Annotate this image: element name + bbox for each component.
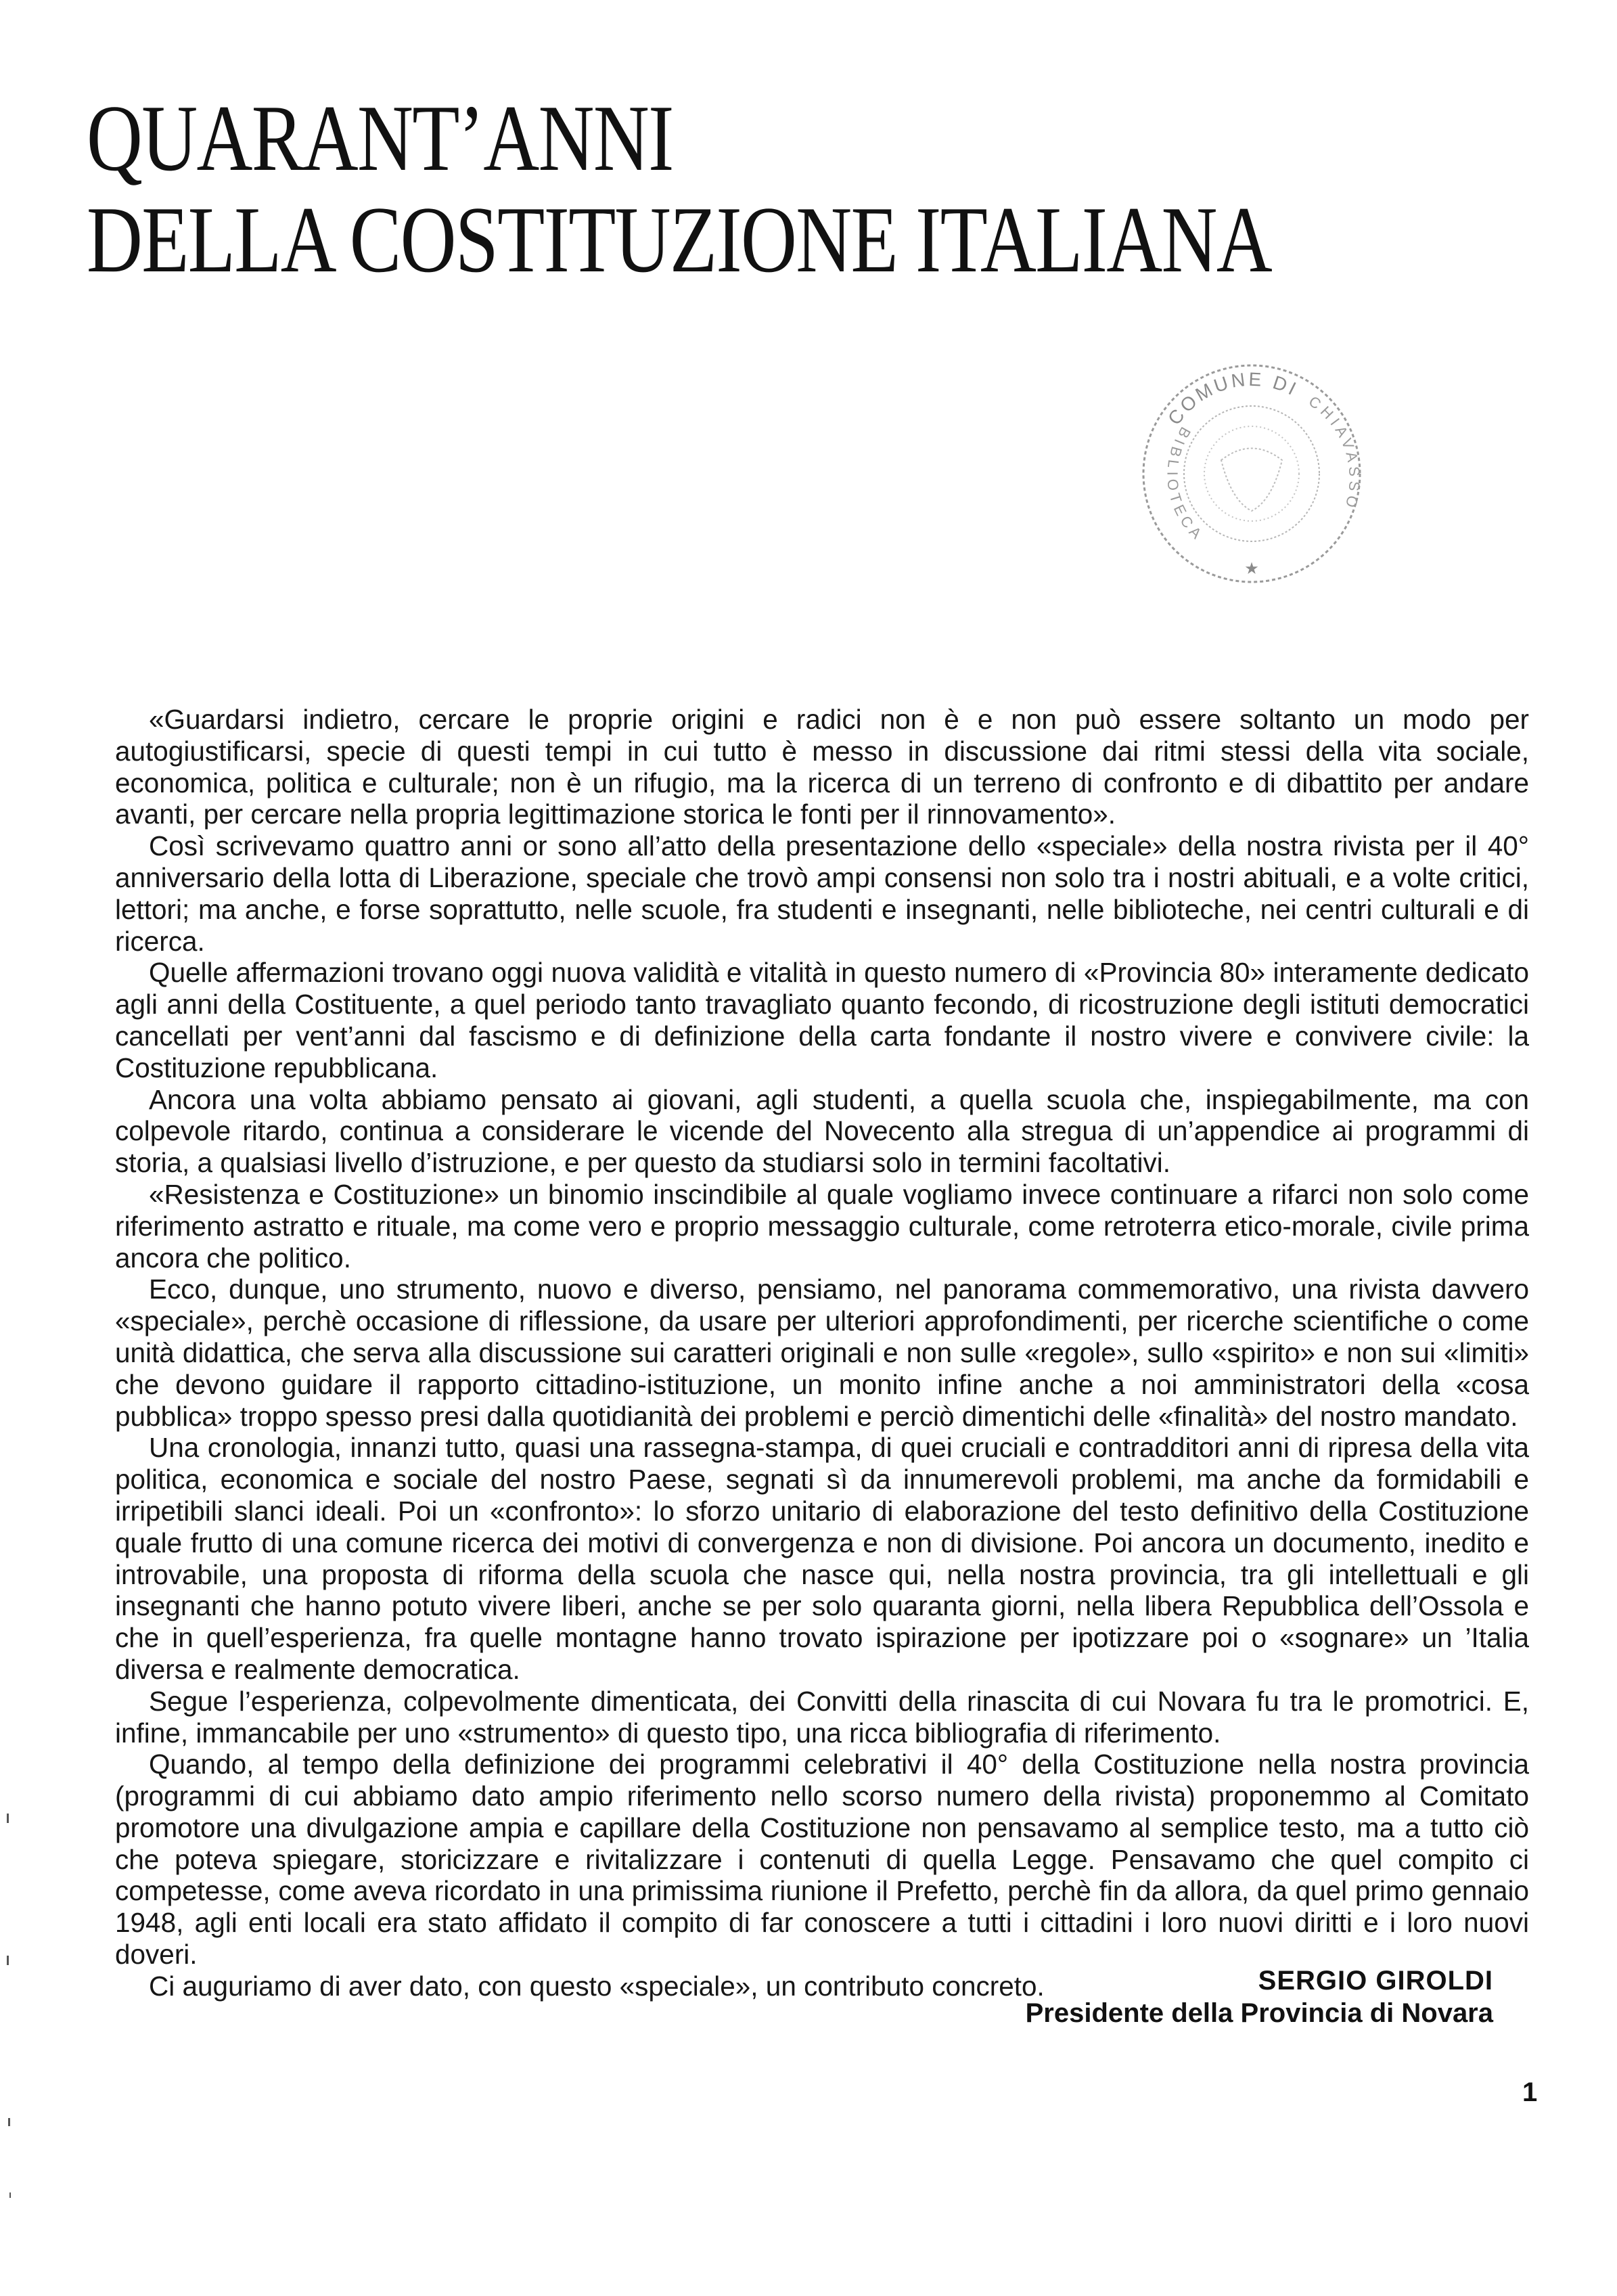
stamp-text-top: COMUNE DI [1164,368,1302,429]
page-title [87,88,1279,291]
paragraph: Ci auguriamo di aver dato, con questo «speciale», un contributo concreto. [149,1970,1045,2002]
signature-role: Presidente della Provincia di Novara [1025,1998,1493,2028]
paragraph: «Resistenza e Costituzione» un binomio inscindibile al quale vogliamo invece continuare a rifarci non solo come riferimento astratto e rituale, ma come vero e proprio messaggio culturale, come retroterra etico-morale, civile prima ancora che politico. [115,1178,1529,1274]
signature-name: SERGIO GIROLDI [1258,1966,1493,1996]
scan-mark [9,2192,11,2198]
library-stamp-icon [1137,359,1367,589]
paragraph: Quelle affermazioni trovano oggi nuova validità e vitalità in questo numero di «Provincia 80» interamente dedicato agli anni della Costituente, a quel periodo tanto travagliato quanto fecondo, di ricostruzione degli istituti democratici cancellati per vent’anni dal fascismo e di definizione della carta fondante il nostro vivere e convivere civile: la Costituzione repubblicana. [115,957,1529,1083]
paragraph: Segue l’esperienza, colpevolmente dimenticata, dei Convitti della rinascita di cui Novara fu tra le promotrici. E, infine, immancabile per uno «strumento» di questo tipo, una ricca bibliografia di riferimento. [115,1685,1529,1749]
signature-block [1026,1964,1493,2029]
svg-text:CHIAVASSO [1306,392,1363,513]
paragraph: Ancora una volta abbiamo pensato ai giovani, agli studenti, a quella scuola che, inspiegabilmente, ma con colpevole ritardo, continua a considerare le vicende del Novecento alla stregua di un’appendice ai programmi di storia, a qualsiasi livello d’istruzione, e per questo da studiarsi solo in termini facoltativi. [115,1083,1529,1179]
paragraph: Così scrivevamo quattro anni or sono all’atto della presentazione dello «speciale» della nostra rivista per il 40° anniversario della lotta di Liberazione, speciale che trovò ampi consensi non solo tra i nostri abituali, e a volte critici, lettori; ma anche, e forse soprattutto, nelle scuole, fra studenti e insegnanti, nelle biblioteche, nei centri culturali e di ricerca. [115,830,1529,957]
article-body [115,704,1529,2002]
stamp-text-left: BIBLIOTECA [1164,424,1208,545]
page-number: 1 [1522,2077,1538,2107]
svg-text:COMUNE DI [1164,369,1302,429]
paragraph: Una cronologia, innanzi tutto, quasi una rassegna-stampa, di quei cruciali e contradditori anni di ripresa della vita politica, economica e sociale del nostro Paese, segnati sì da innumerevoli problemi, ma anche da formidabili e irripetibili slanci ideali. Poi un «confronto»: lo sforzo unitario di elaborazione del testo definitivo della Costituzione quale frutto di una comune ricerca dei motivi di convergenza e non di divisione. Poi ancora un documento, inedito e introvabile, una proposta di riforma della scuola che nasce qui, nella nostra provincia, tra gli intellettuali e gli insegnanti che hanno potuto vivere liberi, anche se per solo quaranta giorni, nella libera Repubblica dell’Ossola e che in quell’esperienza, fra quelle montagne hanno trovato ispirazione per ipotizzare poi o «sognare» un ’Italia diversa e realmente democratica. [115,1432,1529,1685]
stamp-text-right: CHIAVASSO [1305,392,1363,514]
title-line-2: DELLA COSTITUZIONE ITALIANA [87,187,1272,292]
paragraph: «Guardarsi indietro, cercare le proprie origini e radici non è e non può essere soltanto un modo per autogiustificarsi, specie di questi tempi in cui tutto è messo in discussione dai ritmi stessi della vita sociale, economica, politica e culturale; non è un rifugio, ma la ricerca di un terreno di confronto e di dibattito per andare avanti, per cercare nella propria legittimazione storica le fonti per il rinnovamento». [115,704,1529,830]
svg-text:BIBLIOTECA [1164,424,1208,545]
scan-mark [7,1956,9,1965]
paragraph: Quando, al tempo della definizione dei programmi celebrativi il 40° della Costituzione nella nostra provincia (programmi di cui abbiamo dato ampio riferimento nello scorso numero della rivista) proponemmo al Comitato promotore una divulgazione ampia e capillare della Costituzione non pensavamo al semplice testo, ma a tutto ciò che poteva spiegare, storicizzare e rivitalizzare i contenuti di quella Legge. Pensavamo che quel compito ci competesse, come aveva ricordato in una primissima riunione il Prefetto, perchè fin da allora, da quel primo gennaio 1948, agli enti locali era stato affidato il compito di far conoscere a tutti i cittadini i loro nuovi diritti e i loro nuovi doveri. [115,1749,1529,1971]
title-line-1: QUARANT’ANNI [87,86,673,191]
scan-mark [7,1814,9,1823]
svg-text:★: ★ [1244,560,1259,578]
paragraph: Ecco, dunque, uno strumento, nuovo e diverso, pensiamo, nel panorama commemorativo, una rivista davvero «speciale», perchè occasione di riflessione, da usare per ulteriori approfondimenti, per ricerche scientifiche o come unità didattica, che serva alla discussione sui caratteri originali e non sulle «regole», sullo «spirito» e non sui «limiti» che devono guidare il rapporto cittadino-istituzione, un monito infine anche a noi amministratori della «cosa pubblica» troppo spesso presi dalla quotidianità dei problemi e perciò dimentichi delle «finalità» del nostro mandato. [115,1274,1529,1432]
scan-mark [8,2118,10,2126]
